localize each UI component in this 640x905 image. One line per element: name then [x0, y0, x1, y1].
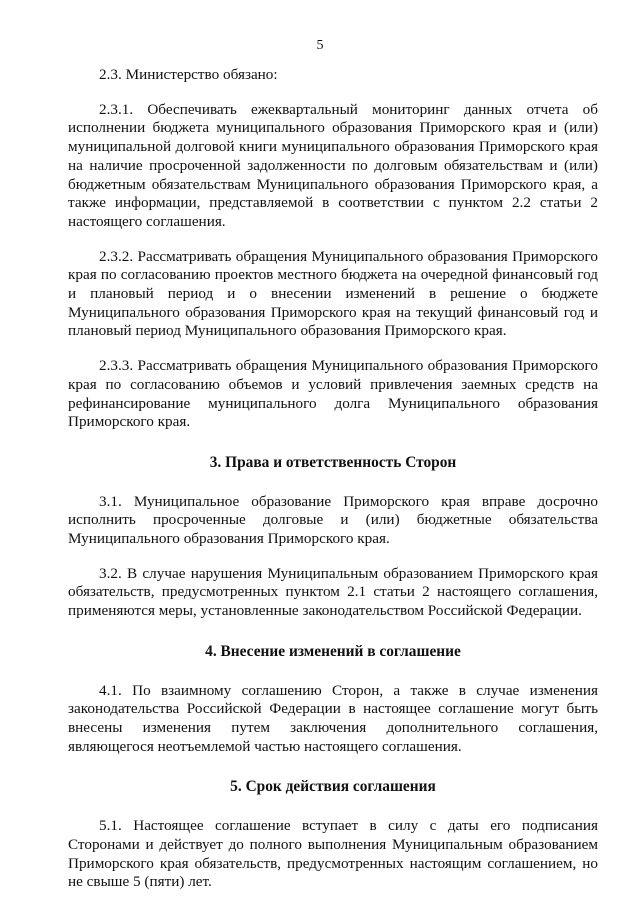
paragraph-2-3-2: 2.3.2. Рассматривать обращения Муниципального образования Приморского края по согласованию проектов местного бюджета на очередной финансовый год и плановый период и о внесении изменений в решение о бюджете Муниципального образования Приморского края на текущий финансовый год и плановый период Муниципального образования Приморского края.	[68, 247, 598, 340]
section-heading-4: 4. Внесение изменений в соглашение	[205, 642, 461, 660]
section-heading-5: 5. Срок действия соглашения	[230, 778, 436, 796]
page-number: 5	[316, 38, 324, 53]
document-body	[68, 66, 598, 892]
paragraph-4-1: 4.1. По взаимному соглашению Сторон, а также в случае изменения законодательства Российской Федерации в настоящее соглашение могут быть внесены изменения путем заключения дополнительного соглашения, являющегося неотъемлемой частью настоящего соглашения.	[68, 681, 598, 755]
paragraph-3-2: 3.2. В случае нарушения Муниципальным образованием Приморского края обязательств, предусмотренных пунктом 2.1 статьи 2 настоящего соглашения, применяются меры, установленные законодательством Российской Федерации.	[68, 564, 598, 620]
paragraph-2-3: 2.3. Министерство обязано:	[99, 66, 278, 83]
paragraph-2-3-3: 2.3.3. Рассматривать обращения Муниципального образования Приморского края по согласованию объемов и условий привлечения заемных средств на рефинансирование муниципального долга Муниципального образования Приморского края.	[68, 357, 598, 431]
paragraph-5-1: 5.1. Настоящее соглашение вступает в силу с даты его подписания Сторонами и действует до полного выполнения Муниципальным образованием Приморского края обязательств, предусмотренных настоящим соглашением, но не свыше 5 (пяти) лет.	[68, 817, 598, 891]
section-heading-3: 3. Права и ответственность Сторон	[209, 453, 457, 471]
paragraph-2-3-1: 2.3.1. Обеспечивать ежеквартальный мониторинг данных отчета об исполнении бюджета муниципального образования Приморского края и (или) муниципальной долговой книги муниципального образования Приморского края на наличие просроченной задолженности по долговым обязательствам и (или) бюджетным обязательствам Муниципального образования Приморского края, а также информации, представляемой в соответствии с пунктом 2.2 статьи 2 настоящего соглашения.	[68, 100, 598, 230]
paragraph-3-1: 3.1. Муниципальное образование Приморского края вправе досрочно исполнить просроченные долговые и (или) бюджетные обязательства Муниципального образования Приморского края.	[68, 492, 598, 548]
